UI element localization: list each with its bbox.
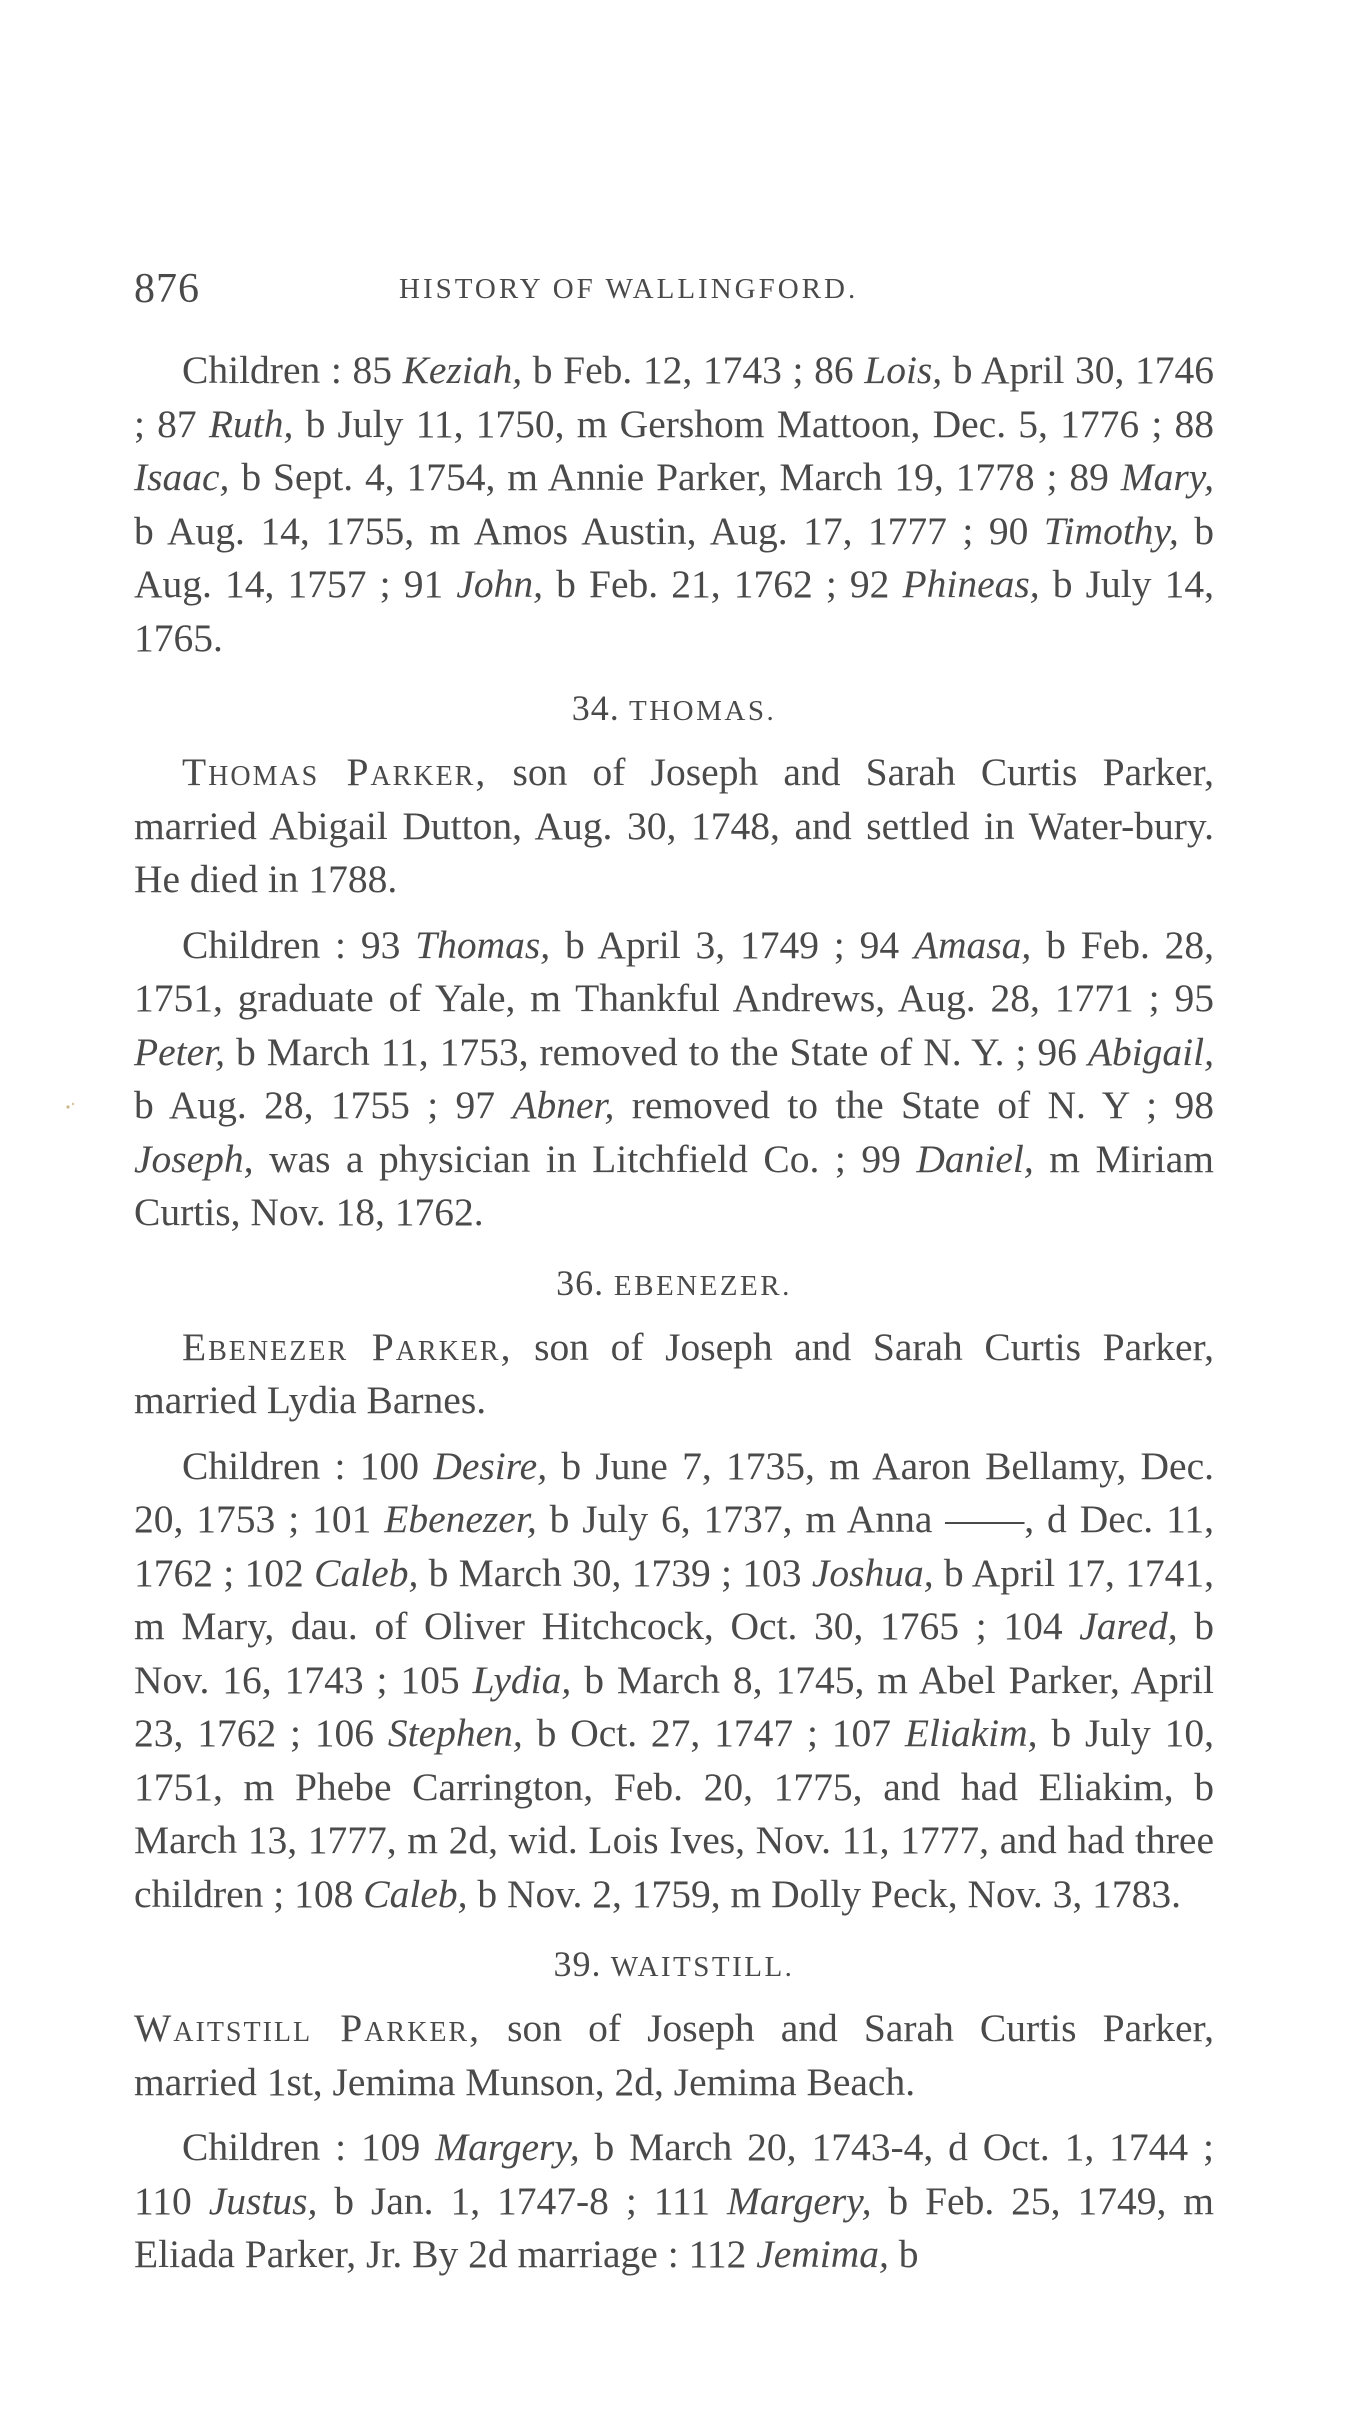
italic-name: Caleb, — [314, 1550, 419, 1595]
section-heading — [134, 683, 1214, 736]
text-run: b April 30, 1746 ; 87 — [134, 348, 1214, 446]
italic-name: Margery, — [435, 2125, 580, 2169]
text-run: b July 14, 1765. — [134, 562, 1214, 660]
text-run: b July 10, 1751, m Phebe Carrington, Feb. 20, 1775, and had Eliakim, b March 13, 1777, m 2d, wid. Lois Ives, Nov. 11, 1777, and had three children ; 108 — [134, 1711, 1214, 1916]
section-name: THOMAS. — [629, 695, 777, 727]
text-run: b Feb. 28, 1751, graduate of Yale, m Thankful Andrews, Aug. 28, 1771 ; 95 — [134, 922, 1214, 1020]
italic-name: Desire, — [433, 1443, 548, 1488]
section-name: WAITSTILL. — [610, 1951, 795, 1983]
italic-name: Joseph, — [134, 1136, 254, 1181]
text-paragraph — [134, 919, 1214, 1240]
text-run: b July 11, 1750, m Gershom Mattoon, Dec. 5, 1776 ; 88 — [293, 401, 1214, 446]
text-run: b March 30, 1739 ; 103 — [418, 1550, 812, 1595]
text-run: was a physician in Litchfield Co. ; 99 — [253, 1136, 917, 1181]
italic-name: Isaac, — [134, 455, 230, 499]
text-run: b Sept. 4, 1754, m Annie Parker, March 19, 1778 ; 89 — [229, 455, 1121, 499]
italic-name: Thomas, — [415, 922, 551, 967]
italic-name: John, — [456, 562, 543, 606]
italic-name: Joshua, — [811, 1550, 934, 1595]
italic-name: Caleb, — [363, 1871, 468, 1916]
italic-name: Stephen, — [387, 1711, 523, 1755]
text-run: b March 8, 1745, m Abel Parker, April 23, 1762 ; 106 — [134, 1657, 1215, 1755]
text-run: Children : 109 — [182, 2125, 436, 2169]
text-run: b Aug. 14, 1757 ; 91 — [134, 508, 1214, 606]
text-paragraph — [134, 1321, 1214, 1428]
section-number: 34. — [571, 688, 620, 728]
text-run: b Feb. 21, 1762 ; 92 — [543, 562, 903, 606]
page-header — [134, 265, 1234, 325]
text-run: b Nov. 2, 1759, m Dolly Peck, Nov. 3, 1783. — [467, 1871, 1182, 1916]
ink-speck-mark — [64, 1098, 78, 1112]
text-run: removed to the State of N. Y ; 98 — [614, 1083, 1214, 1127]
italic-name: Ruth, — [208, 401, 294, 446]
italic-name: Daniel, — [916, 1136, 1034, 1181]
page-body — [134, 344, 1214, 2282]
italic-name: Abigail, — [1087, 1029, 1214, 1074]
text-run: b — [888, 2232, 919, 2276]
italic-name: Amasa, — [913, 922, 1032, 967]
text-run: son of Joseph and Sarah Curtis Parker, married 1st, Jemima Munson, 2d, Jemima Beach. — [134, 2006, 1214, 2104]
text-paragraph — [134, 2002, 1214, 2109]
italic-name: Jared, — [1079, 1604, 1178, 1648]
text-run: Children : 85 — [182, 348, 403, 392]
text-run: b Feb. 25, 1749, m Eliada Parker, Jr. By 2d marriage : 112 — [134, 2178, 1214, 2276]
italic-name: Jemima, — [756, 2232, 889, 2276]
italic-name: Lois, — [864, 348, 943, 392]
text-run: b Nov. 16, 1743 ; 105 — [134, 1604, 1214, 1702]
italic-name: Ebenezer, — [384, 1497, 537, 1541]
italic-name: Keziah, — [402, 348, 523, 392]
text-run: b June 7, 1735, m Aaron Bellamy, Dec. 20, 1753 ; 101 — [134, 1443, 1214, 1541]
text-run: Children : 100 — [182, 1443, 434, 1488]
italic-name: Phineas, — [902, 562, 1040, 606]
page-number: 876 — [134, 266, 200, 312]
text-run: Children : 93 — [182, 922, 416, 967]
text-paragraph — [134, 344, 1214, 665]
text-run: son of Joseph and Sarah Curtis Parker, married Lydia Barnes. — [134, 1324, 1214, 1422]
section-heading — [134, 1258, 1214, 1311]
italic-name: Peter, — [134, 1029, 226, 1074]
text-run: b Aug. 28, 1755 ; 97 — [134, 1083, 513, 1127]
italic-name: Justus, — [208, 2178, 318, 2223]
person-name-smallcaps: Thomas Parker, — [182, 750, 488, 794]
text-paragraph — [134, 2121, 1214, 2282]
text-paragraph — [134, 1440, 1214, 1922]
section-heading — [134, 1939, 1214, 1992]
text-run: b April 17, 1741, m Mary, dau. of Oliver Hitchcock, Oct. 30, 1765 ; 104 — [134, 1550, 1214, 1648]
text-run: b April 3, 1749 ; 94 — [550, 922, 914, 967]
text-run: b Aug. 14, 1755, m Amos Austin, Aug. 17, 1777 ; 90 — [134, 508, 1044, 553]
text-run: b March 11, 1753, removed to the State of N. Y. ; 96 — [225, 1029, 1088, 1074]
person-name-smallcaps: Ebenezer Parker, — [182, 1324, 513, 1369]
text-run: m Miriam Curtis, Nov. 18, 1762. — [134, 1136, 1214, 1234]
section-name: EBENEZER. — [613, 1269, 792, 1302]
italic-name: Lydia, — [472, 1657, 572, 1702]
text-run: b Oct. 27, 1747 ; 107 — [522, 1711, 905, 1755]
text-run: b March 20, 1743-4, d Oct. 1, 1744 ; 110 — [134, 2125, 1214, 2223]
italic-name: Margery, — [727, 2178, 872, 2223]
italic-name: Eliakim, — [904, 1711, 1038, 1755]
person-name-smallcaps: Waitstill Parker, — [134, 2006, 481, 2050]
section-number: 36. — [556, 1262, 605, 1303]
text-run: b Feb. 12, 1743 ; 86 — [522, 348, 865, 392]
text-run: son of Joseph and Sarah Curtis Parker, married Abigail Dutton, Aug. 30, 1748, and settled in Water-bury. He died in 1788. — [134, 750, 1215, 901]
text-paragraph — [134, 746, 1214, 907]
text-run: b July 6, 1737, m Anna ——, d Dec. 11, 1762 ; 102 — [134, 1497, 1214, 1595]
italic-name: Timothy, — [1043, 508, 1179, 553]
section-number: 39. — [553, 1944, 602, 1984]
italic-name: Abner, — [512, 1083, 615, 1127]
text-run: b Jan. 1, 1747-8 ; 111 — [317, 2178, 728, 2223]
italic-name: Mary, — [1120, 455, 1214, 499]
running-head: HISTORY OF WALLINGFORD. — [399, 273, 859, 305]
